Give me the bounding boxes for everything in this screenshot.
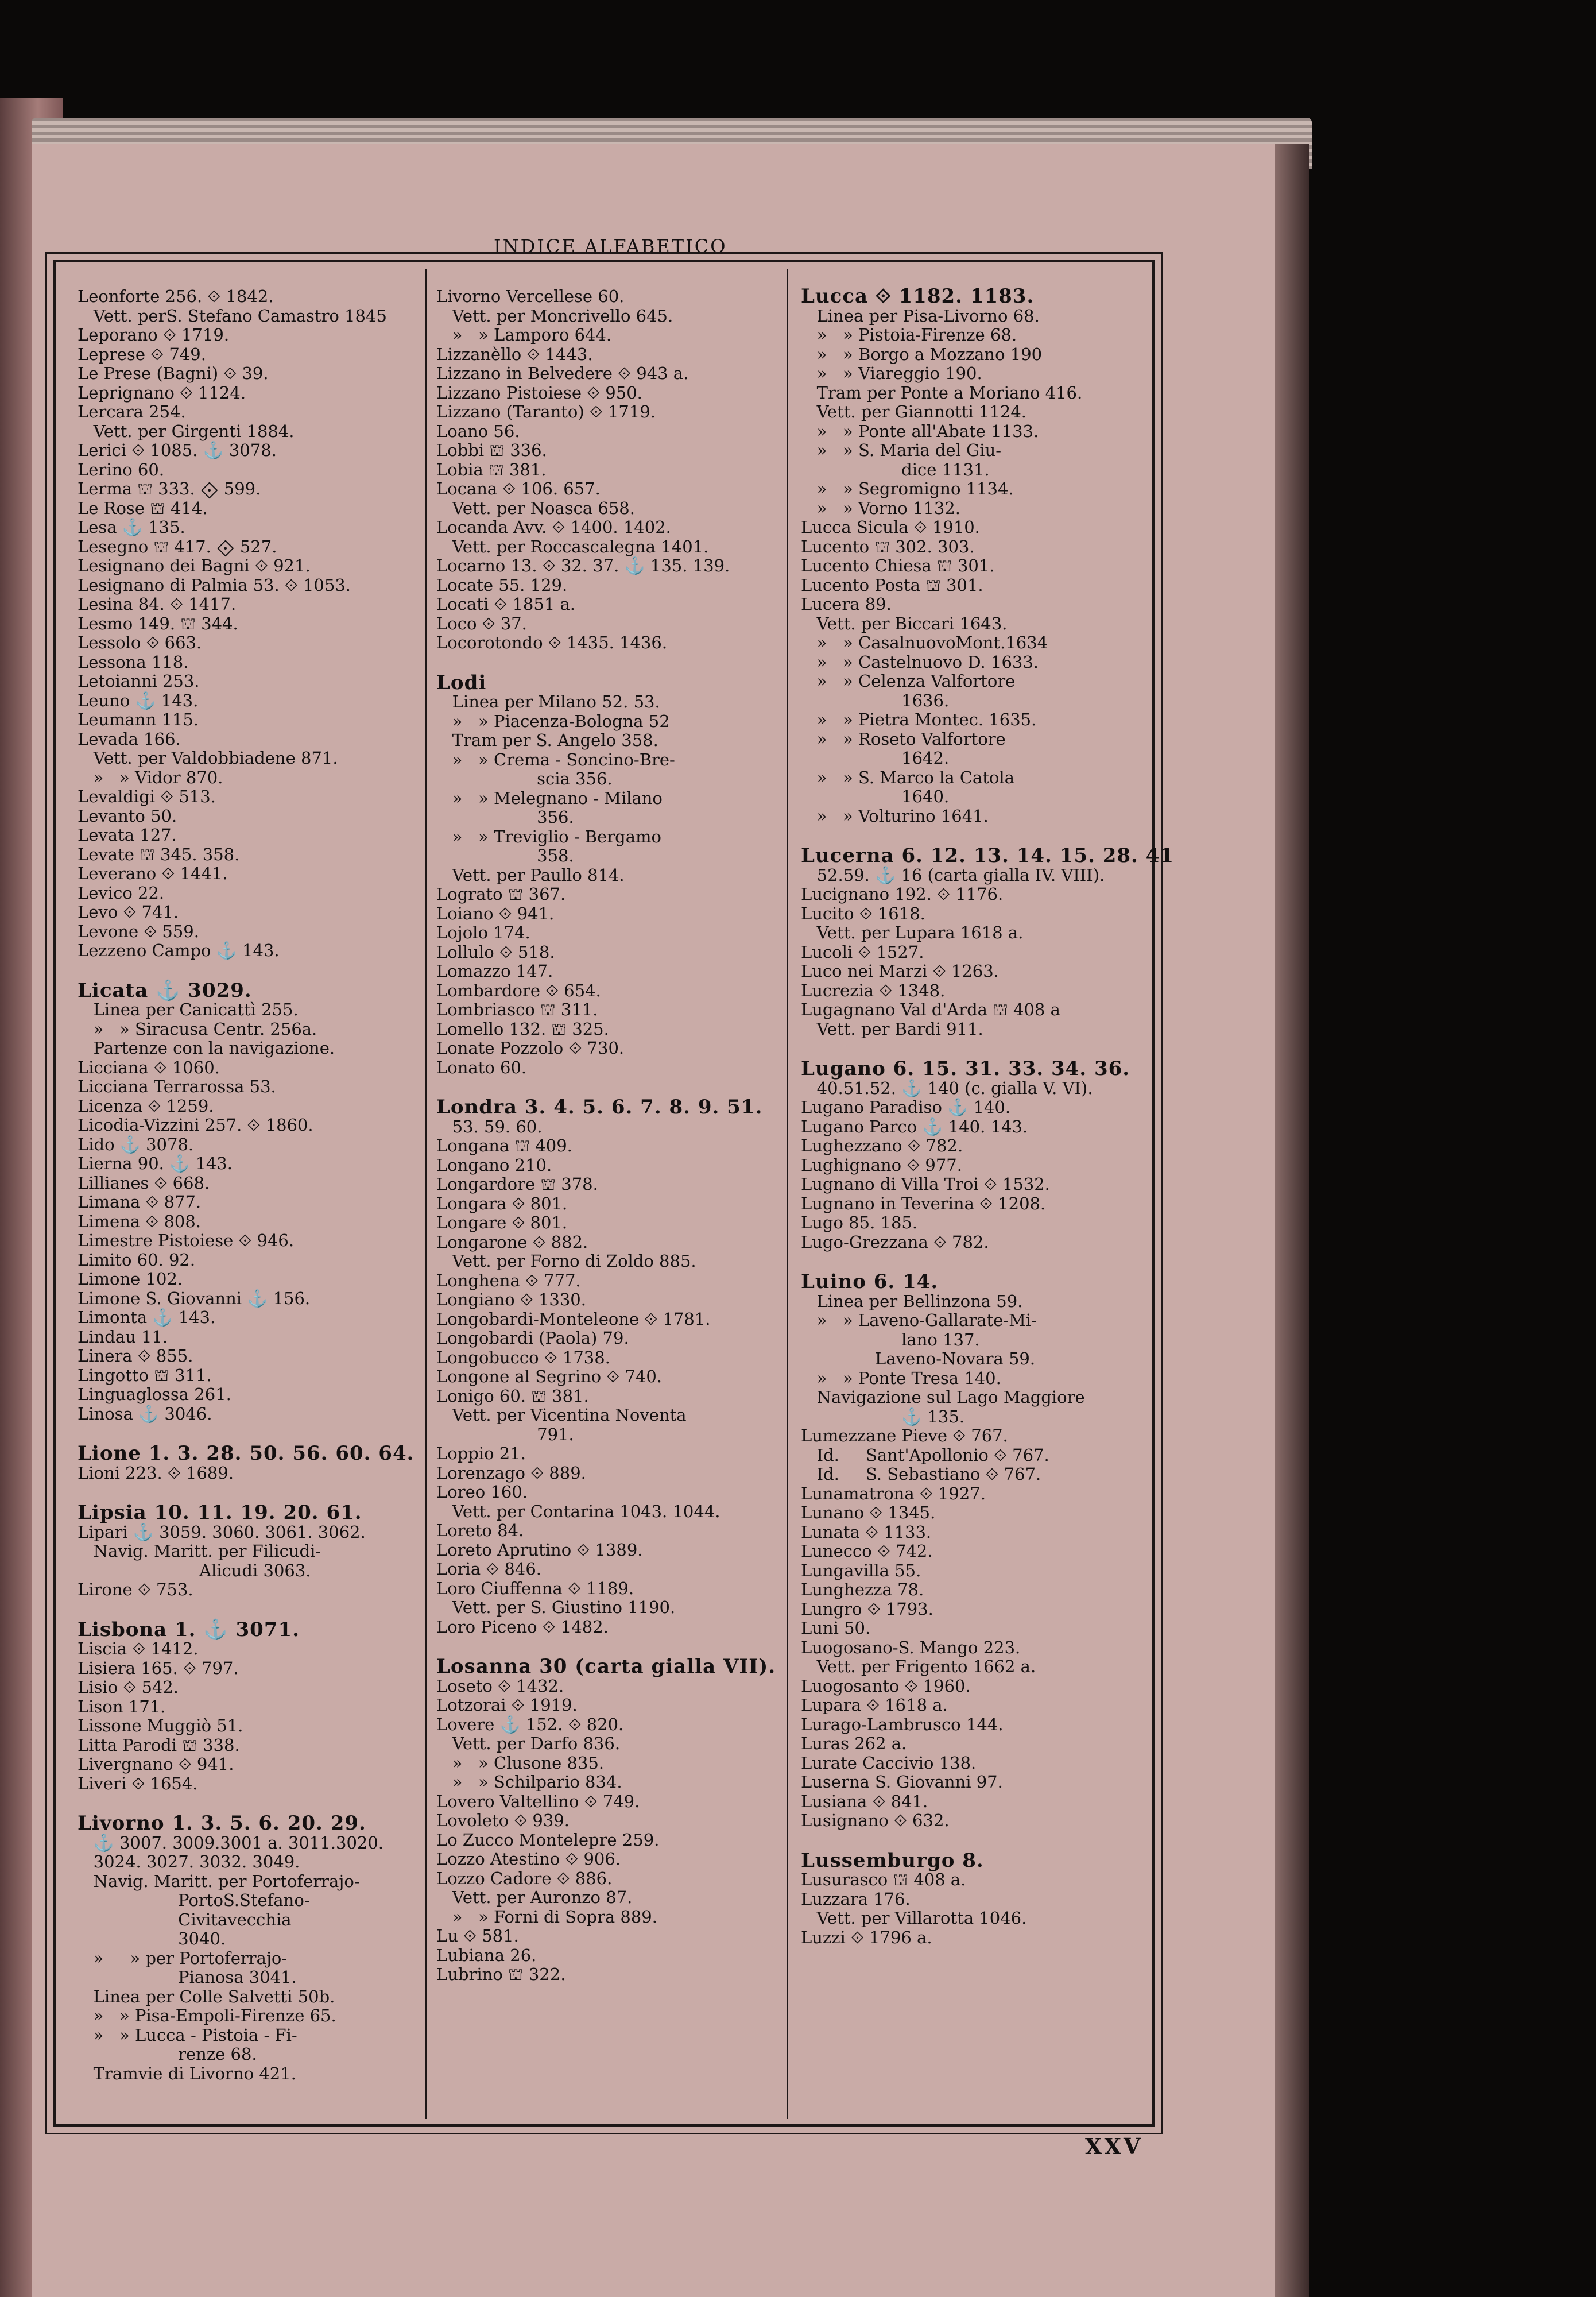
index-entry: Lesmo 149. ⛫ 344. xyxy=(78,613,238,633)
index-entry: Loseto ⟐ 1432. xyxy=(436,1676,564,1696)
index-entry: Linea per Pisa-Livorno 68. xyxy=(801,306,1040,326)
index-entry: Id. Sant'Apollonio ⟐ 767. xyxy=(801,1445,1049,1465)
index-entry: Lunghezza 78. xyxy=(801,1580,924,1599)
index-entry: » » Volturino 1641. xyxy=(801,806,989,826)
index-entry: 356. xyxy=(436,807,574,827)
index-entry: ⚓ 135. xyxy=(801,1406,965,1426)
index-column-middle xyxy=(436,287,798,1985)
index-entry: Loreto 84. xyxy=(436,1521,524,1540)
index-heading-entry: Livorno 1. 3. 5. 6. 20. 29. xyxy=(78,1812,366,1835)
index-entry: Locorotondo ⟐ 1435. 1436. xyxy=(436,633,668,652)
index-entry: Lusignano ⟐ 632. xyxy=(801,1811,950,1830)
index-entry: Lerma ⛫ 333. ⟐ 599. xyxy=(78,479,261,498)
index-entry: Lisiera 165. ⟐ 797. xyxy=(78,1658,239,1678)
index-entry: 3024. 3027. 3032. 3049. xyxy=(78,1852,300,1871)
index-entry: Vett. per Vicentina Noventa xyxy=(436,1405,687,1425)
index-entry: » » CasalnuovoMont.1634 xyxy=(801,633,1048,652)
index-entry: Navigazione sul Lago Maggiore xyxy=(801,1387,1085,1407)
index-entry: » » Pisa-Empoli-Firenze 65. xyxy=(78,2006,336,2025)
index-entry: Lozzo Cadore ⟐ 886. xyxy=(436,1868,613,1888)
index-entry: Leuno ⚓ 143. xyxy=(78,690,199,710)
index-entry: Lierna 90. ⚓ 143. xyxy=(78,1154,233,1173)
index-entry: Limestre Pistoiese ⟐ 946. xyxy=(78,1231,295,1250)
index-entry: » » Ponte Tresa 140. xyxy=(801,1368,1001,1388)
index-entry: Lesa ⚓ 135. xyxy=(78,517,185,537)
index-entry: Luogosano-S. Mango 223. xyxy=(801,1637,1021,1657)
index-entry: Luni 50. xyxy=(801,1618,871,1638)
index-entry: Lovero Valtellino ⟐ 749. xyxy=(436,1791,640,1811)
index-entry: Lombriasco ⛫ 311. xyxy=(436,1000,598,1019)
index-entry: Lizzano Pistoiese ⟐ 950. xyxy=(436,382,642,403)
index-entry: Litta Parodi ⛫ 338. xyxy=(78,1735,240,1755)
index-entry: Vett. per Biccari 1643. xyxy=(801,613,1008,633)
index-entry: Lercara 254. xyxy=(78,402,186,421)
index-entry: Lesina 84. ⟐ 1417. xyxy=(78,594,237,614)
index-entry: Vett. per Bardi 911. xyxy=(801,1019,983,1039)
index-heading-entry: Lugano 6. 15. 31. 33. 34. 36. xyxy=(801,1057,1130,1080)
index-entry: Vett. per Villarotta 1046. xyxy=(801,1908,1027,1928)
index-entry: Lerino 60. xyxy=(78,459,165,479)
index-entry: Lillianes ⟐ 668. xyxy=(78,1173,210,1193)
index-entry: 53. 59. 60. xyxy=(436,1116,543,1136)
index-entry: » » Celenza Valfortore xyxy=(801,671,1016,691)
index-entry: » » Segromigno 1134. xyxy=(801,479,1014,498)
index-entry: Pianosa 3041. xyxy=(78,1967,297,1987)
index-entry: Vett. per S. Giustino 1190. xyxy=(436,1598,676,1617)
index-entry: Longhena ⟐ 777. xyxy=(436,1270,581,1290)
index-entry: Lonato 60. xyxy=(436,1057,527,1077)
index-entry: Lunecco ⟐ 742. xyxy=(801,1541,933,1561)
index-entry: Luzzi ⟐ 1796 a. xyxy=(801,1927,932,1947)
index-heading-entry: Lipsia 10. 11. 19. 20. 61. xyxy=(78,1501,362,1524)
index-entry: Vett. per Roccascalegna 1401. xyxy=(436,536,709,556)
index-entry: Limone 102. xyxy=(78,1269,183,1289)
index-entry: Liscia ⟐ 1412. xyxy=(78,1639,199,1658)
index-heading-entry: Londra 3. 4. 5. 6. 7. 8. 9. 51. xyxy=(436,1096,763,1119)
index-entry: Licciana ⟐ 1060. xyxy=(78,1057,220,1077)
index-entry: Vett. per Contarina 1043. 1044. xyxy=(436,1501,720,1521)
index-entry: Longara ⟐ 801. xyxy=(436,1193,568,1213)
index-entry: Lido ⚓ 3078. xyxy=(78,1134,194,1154)
index-column-right xyxy=(801,285,1175,1947)
index-entry: Linea per Milano 52. 53. xyxy=(436,692,660,711)
index-entry: Lugagnano Val d'Arda ⛫ 408 a xyxy=(801,1000,1060,1019)
index-entry: Linera ⟐ 855. xyxy=(78,1346,193,1366)
index-entry: Lugano Paradiso ⚓ 140. xyxy=(801,1097,1011,1117)
index-entry: Lucento Chiesa ⛫ 301. xyxy=(801,556,995,575)
index-entry: Locanda Avv. ⟐ 1400. 1402. xyxy=(436,517,671,537)
index-entry: Lugano Parco ⚓ 140. 143. xyxy=(801,1116,1028,1136)
index-heading-entry: Lodi xyxy=(436,671,487,694)
index-entry: » » Forni di Sopra 889. xyxy=(436,1907,657,1927)
index-entry: Lingotto ⛫ 311. xyxy=(78,1365,212,1385)
index-entry: Tramvie di Livorno 421. xyxy=(78,2063,296,2083)
index-entry: » » Crema - Soncino-Bre- xyxy=(436,749,675,769)
index-entry: Livorno Vercellese 60. xyxy=(436,287,625,306)
index-entry: 791. xyxy=(436,1424,574,1444)
index-entry: Lollulo ⟐ 518. xyxy=(436,942,555,962)
index-entry: Vett. per Lupara 1618 a. xyxy=(801,923,1024,942)
index-entry: Luzzara 176. xyxy=(801,1889,911,1909)
index-entry: Lorenzago ⟐ 889. xyxy=(436,1463,586,1483)
index-column-left xyxy=(78,287,439,2083)
index-entry: Tram per S. Angelo 358. xyxy=(436,730,658,750)
index-entry: » » Vorno 1132. xyxy=(801,498,960,518)
index-entry: » » per Portoferrajo- xyxy=(78,1948,288,1968)
index-entry: Leporano ⟐ 1719. xyxy=(78,325,230,345)
index-entry: Locate 55. 129. xyxy=(436,575,568,595)
index-entry: dice 1131. xyxy=(801,459,990,479)
index-entry: Longarone ⟐ 882. xyxy=(436,1232,588,1252)
index-entry: Lucignano 192. ⟐ 1176. xyxy=(801,884,1004,904)
index-entry: Lomello 132. ⛫ 325. xyxy=(436,1019,609,1039)
index-entry: lano 137. xyxy=(801,1329,980,1349)
index-entry: Limone S. Giovanni ⚓ 156. xyxy=(78,1288,311,1308)
index-entry: Lurate Caccivio 138. xyxy=(801,1753,977,1773)
index-entry: Le Rose ⛫ 414. xyxy=(78,498,208,518)
index-entry: Loria ⟐ 846. xyxy=(436,1559,542,1579)
index-entry: Le Prese (Bagni) ⟐ 39. xyxy=(78,364,269,383)
index-entry: Id. S. Sebastiano ⟐ 767. xyxy=(801,1464,1041,1484)
index-entry: Lucca Sicula ⟐ 1910. xyxy=(801,517,980,537)
index-entry: Lizzano in Belvedere ⟐ 943 a. xyxy=(436,364,689,383)
index-entry: Lucera 89. xyxy=(801,594,892,614)
index-entry: Lotzorai ⟐ 1919. xyxy=(436,1695,578,1715)
index-entry: Levone ⟐ 559. xyxy=(78,921,199,941)
index-entry: Levo ⟐ 741. xyxy=(78,902,179,922)
index-entry: Lugnano in Teverina ⟐ 1208. xyxy=(801,1193,1046,1213)
index-entry: Lesignano dei Bagni ⟐ 921. xyxy=(78,556,311,575)
index-entry: Partenze con la navigazione. xyxy=(78,1038,335,1058)
index-entry: » » Borgo a Mozzano 190 xyxy=(801,344,1043,364)
index-entry: Lubrino ⛫ 322. xyxy=(436,1965,566,1984)
index-entry: Lissone Muggiò 51. xyxy=(78,1716,243,1735)
index-entry: » » Treviglio - Bergamo xyxy=(436,826,661,846)
index-entry: Linosa ⚓ 3046. xyxy=(78,1403,212,1424)
index-entry: Lirone ⟐ 753. xyxy=(78,1580,193,1599)
index-entry: Lozzo Atestino ⟐ 906. xyxy=(436,1849,621,1869)
index-entry: Longiano ⟐ 1330. xyxy=(436,1290,586,1309)
index-entry: Navig. Maritt. per Filicudi- xyxy=(78,1541,321,1561)
index-entry: Vett. perS. Stefano Camastro 1845 xyxy=(78,306,387,326)
index-entry: 1636. xyxy=(801,690,950,710)
index-entry: Lipari ⚓ 3059. 3060. 3061. 3062. xyxy=(78,1522,366,1542)
index-entry: Loro Piceno ⟐ 1482. xyxy=(436,1617,609,1637)
index-entry: » » Lucca - Pistoia - Fi- xyxy=(78,2025,297,2045)
index-entry: Locarno 13. ⟐ 32. 37. ⚓ 135. 139. xyxy=(436,556,730,575)
page-shadow xyxy=(1275,144,1309,2297)
index-entry: Levate ⛫ 345. 358. xyxy=(78,844,240,864)
index-heading-entry: Lussemburgo 8. xyxy=(801,1849,984,1872)
index-entry: Lizzano (Taranto) ⟐ 1719. xyxy=(436,402,656,421)
index-entry: Loiano ⟐ 941. xyxy=(436,903,555,923)
index-entry: Lerici ⟐ 1085. ⚓ 3078. xyxy=(78,440,277,460)
index-entry: Linea per Bellinzona 59. xyxy=(801,1291,1023,1311)
index-entry: Limena ⟐ 808. xyxy=(78,1211,202,1231)
index-entry: Lessolo ⟐ 663. xyxy=(78,633,202,652)
index-entry: Lucento Posta ⛫ 301. xyxy=(801,575,983,595)
index-entry: » » Siracusa Centr. 256a. xyxy=(78,1019,317,1039)
index-entry: Licenza ⟐ 1259. xyxy=(78,1096,214,1116)
index-entry: 3040. xyxy=(78,1929,226,1948)
index-entry: Levata 127. xyxy=(78,825,177,845)
index-entry: Letoianni 253. xyxy=(78,671,200,691)
index-entry: Leverano ⟐ 1441. xyxy=(78,864,228,883)
index-entry: Lunata ⟐ 1133. xyxy=(801,1522,932,1542)
index-entry: Longone al Segrino ⟐ 740. xyxy=(436,1367,662,1386)
page-number: XXV xyxy=(1085,2133,1143,2159)
index-entry: 1640. xyxy=(801,787,950,806)
index-entry: Lughignano ⟐ 977. xyxy=(801,1155,962,1175)
index-entry: Loreto Aprutino ⟐ 1389. xyxy=(436,1540,643,1560)
index-entry: Lessona 118. xyxy=(78,652,189,672)
index-heading-entry: Luino 6. 14. xyxy=(801,1270,939,1293)
index-entry: Longobardi (Paola) 79. xyxy=(436,1328,629,1348)
index-entry: » » Viareggio 190. xyxy=(801,364,982,383)
index-entry: Vett. per Girgenti 1884. xyxy=(78,421,295,441)
index-entry: Lojolo 174. xyxy=(436,923,530,942)
index-entry: Luogosanto ⟐ 1960. xyxy=(801,1676,971,1696)
index-entry: Lo Zucco Montelepre 259. xyxy=(436,1830,660,1850)
index-entry: Longano 210. xyxy=(436,1155,552,1175)
index-entry: Limito 60. 92. xyxy=(78,1250,196,1270)
index-entry: » » Lamporo 644. xyxy=(436,325,612,345)
index-entry: Lison 171. xyxy=(78,1696,166,1716)
index-entry: Lisio ⟐ 542. xyxy=(78,1677,179,1697)
index-entry: Leumann 115. xyxy=(78,710,199,729)
index-heading-entry: Lisbona 1. ⚓ 3071. xyxy=(78,1618,300,1641)
index-entry: Linguaglossa 261. xyxy=(78,1385,231,1404)
index-entry: Lucrezia ⟐ 1348. xyxy=(801,980,946,1000)
index-heading-entry: Lucerna 6. 12. 13. 14. 15. 28. 41 xyxy=(801,844,1175,867)
index-heading-entry: Licata ⚓ 3029. xyxy=(78,979,252,1002)
index-entry: Linea per Canicattì 255. xyxy=(78,1000,299,1019)
index-entry: Vett. per Noasca 658. xyxy=(436,498,635,518)
index-entry: Locati ⟐ 1851 a. xyxy=(436,594,575,614)
index-entry: Levico 22. xyxy=(78,883,165,903)
index-entry: Lobia ⛫ 381. xyxy=(436,459,547,479)
index-entry: Lezzeno Campo ⚓ 143. xyxy=(78,941,280,960)
index-entry: Licciana Terrarossa 53. xyxy=(78,1077,276,1096)
index-entry: ⚓ 3007. 3009.3001 a. 3011.3020. xyxy=(78,1832,384,1853)
index-entry: Lonate Pozzolo ⟐ 730. xyxy=(436,1038,625,1058)
index-entry: Loano 56. xyxy=(436,421,520,441)
index-entry: 52.59. ⚓ 16 (carta gialla IV. VIII). xyxy=(801,865,1105,885)
index-entry: Levaldigi ⟐ 513. xyxy=(78,787,216,806)
index-entry: Tram per Ponte a Moriano 416. xyxy=(801,382,1083,403)
index-entry: Longobardi-Monteleone ⟐ 1781. xyxy=(436,1309,711,1329)
index-entry: Lungavilla 55. xyxy=(801,1560,921,1580)
index-entry: Locana ⟐ 106. 657. xyxy=(436,479,601,498)
index-entry: Navig. Maritt. per Portoferrajo- xyxy=(78,1871,360,1891)
index-entry: » » Roseto Valfortore xyxy=(801,729,1006,749)
index-entry: Luserna S. Giovanni 97. xyxy=(801,1772,1003,1792)
index-entry: Livergnano ⟐ 941. xyxy=(78,1754,234,1774)
index-entry: Lupara ⟐ 1618 a. xyxy=(801,1695,948,1715)
index-entry: Lograto ⛫ 367. xyxy=(436,884,566,904)
index-entry: Lunamatrona ⟐ 1927. xyxy=(801,1483,986,1503)
index-entry: 358. xyxy=(436,846,574,865)
index-entry: Lesegno ⛫ 417. ⟐ 527. xyxy=(78,536,277,556)
index-entry: » » Piacenza-Bologna 52 xyxy=(436,711,670,731)
index-entry: » » Laveno-Gallarate-Mi- xyxy=(801,1310,1037,1330)
index-entry: Vett. per Frigento 1662 a. xyxy=(801,1657,1036,1676)
index-entry: scia 356. xyxy=(436,769,613,788)
index-entry: » » Pistoia-Firenze 68. xyxy=(801,325,1017,345)
index-entry: Lonigo 60. ⛫ 381. xyxy=(436,1386,589,1406)
index-entry: Lu ⟐ 581. xyxy=(436,1926,519,1946)
index-entry: Lusurasco ⛫ 408 a. xyxy=(801,1870,966,1889)
index-entry: Lombardore ⟐ 654. xyxy=(436,980,601,1000)
index-entry: Lesignano di Palmia 53. ⟐ 1053. xyxy=(78,575,351,595)
index-entry: Lovere ⚓ 152. ⟐ 820. xyxy=(436,1714,624,1734)
index-entry: Lucito ⟐ 1618. xyxy=(801,903,925,923)
index-entry: Vett. per Paullo 814. xyxy=(436,865,625,885)
index-entry: Loreo 160. xyxy=(436,1482,528,1502)
index-entry: Loro Ciuffenna ⟐ 1189. xyxy=(436,1578,634,1598)
running-head: INDICE ALFABETICO xyxy=(494,235,727,257)
index-entry: Lioni 223. ⟐ 1689. xyxy=(78,1463,234,1483)
index-heading-entry: Lucca ⟐ 1182. 1183. xyxy=(801,285,1035,308)
index-entry: » » Melegnano - Milano xyxy=(436,788,663,808)
index-entry: Laveno-Novara 59. xyxy=(801,1349,1036,1368)
index-entry: Lomazzo 147. xyxy=(436,961,553,981)
index-entry: Vett. per Darfo 836. xyxy=(436,1734,621,1753)
index-entry: Limonta ⚓ 143. xyxy=(78,1308,216,1327)
index-entry: Vett. per Auronzo 87. xyxy=(436,1888,633,1907)
index-heading-entry: Lione 1. 3. 28. 50. 56. 60. 64. xyxy=(78,1442,415,1465)
index-entry: Vett. per Forno di Zoldo 885. xyxy=(436,1251,696,1271)
index-entry: 40.51.52. ⚓ 140 (c. gialla V. VI). xyxy=(801,1078,1093,1098)
index-entry: » » Schilpario 834. xyxy=(436,1772,622,1792)
index-entry: » » Castelnuovo D. 1633. xyxy=(801,652,1039,672)
index-entry: 1642. xyxy=(801,748,950,768)
index-entry: Vett. per Moncrivello 645. xyxy=(436,306,673,326)
index-entry: Vett. per Valdobbiadene 871. xyxy=(78,748,338,768)
index-entry: Loppio 21. xyxy=(436,1444,526,1463)
index-entry: Lugo 85. 185. xyxy=(801,1213,918,1232)
index-entry: Lungro ⟐ 1793. xyxy=(801,1599,933,1619)
index-entry: Levanto 50. xyxy=(78,806,177,826)
index-entry: Loco ⟐ 37. xyxy=(436,613,527,633)
index-entry: Longare ⟐ 801. xyxy=(436,1213,568,1232)
index-entry: Levada 166. xyxy=(78,729,181,749)
index-entry: Vett. per Giannotti 1124. xyxy=(801,402,1027,421)
index-entry: Luco nei Marzi ⟐ 1263. xyxy=(801,961,999,981)
index-entry: Lovoleto ⟐ 939. xyxy=(436,1811,570,1830)
index-entry: Lucento ⛫ 302. 303. xyxy=(801,536,975,556)
index-entry: Lurago-Lambrusco 144. xyxy=(801,1714,1004,1734)
index-entry: » » Clusone 835. xyxy=(436,1753,605,1773)
index-entry: Luras 262 a. xyxy=(801,1734,907,1753)
index-entry: » » S. Marco la Catola xyxy=(801,767,1014,787)
index-entry: Leonforte 256. ⟐ 1842. xyxy=(78,287,274,306)
index-entry: » » Pietra Montec. 1635. xyxy=(801,710,1037,729)
index-heading-entry: Losanna 30 (carta gialla VII). xyxy=(436,1655,776,1678)
index-entry: » » Vidor 870. xyxy=(78,767,223,787)
index-entry: Lobbi ⛫ 336. xyxy=(436,440,547,460)
index-entry: Limana ⟐ 877. xyxy=(78,1192,202,1212)
index-entry: Longobucco ⟐ 1738. xyxy=(436,1347,610,1367)
index-entry: Lugnano di Villa Troi ⟐ 1532. xyxy=(801,1174,1050,1194)
index-entry: Linea per Colle Salvetti 50b. xyxy=(78,1986,335,2006)
index-entry: Lunano ⟐ 1345. xyxy=(801,1503,936,1522)
index-entry: Lubiana 26. xyxy=(436,1945,537,1965)
index-entry: PortoS.Stefano- xyxy=(78,1890,310,1910)
index-entry: Leprese ⟐ 749. xyxy=(78,344,206,364)
index-entry: Licodia-Vizzini 257. ⟐ 1860. xyxy=(78,1115,313,1135)
index-entry: Longana ⛫ 409. xyxy=(436,1136,572,1155)
index-entry: Lucoli ⟐ 1527. xyxy=(801,942,924,962)
index-entry: Civitavecchia xyxy=(78,1909,292,1929)
index-entry: Lugo-Grezzana ⟐ 782. xyxy=(801,1232,989,1252)
index-entry: » » Ponte all'Abate 1133. xyxy=(801,421,1039,441)
index-entry: Liveri ⟐ 1654. xyxy=(78,1773,198,1793)
index-entry: Alicudi 3063. xyxy=(78,1560,311,1580)
index-entry: renze 68. xyxy=(78,2044,257,2064)
index-entry: Lusiana ⟐ 841. xyxy=(801,1791,928,1811)
index-entry: » » S. Maria del Giu- xyxy=(801,440,1002,460)
index-entry: Lizzanèllo ⟐ 1443. xyxy=(436,344,593,364)
index-entry: Lumezzane Pieve ⟐ 767. xyxy=(801,1426,1008,1445)
index-entry: Lughezzano ⟐ 782. xyxy=(801,1136,963,1155)
index-entry: Lindau 11. xyxy=(78,1327,168,1347)
index-entry: Longardore ⛫ 378. xyxy=(436,1174,598,1194)
index-entry: Leprignano ⟐ 1124. xyxy=(78,382,246,403)
